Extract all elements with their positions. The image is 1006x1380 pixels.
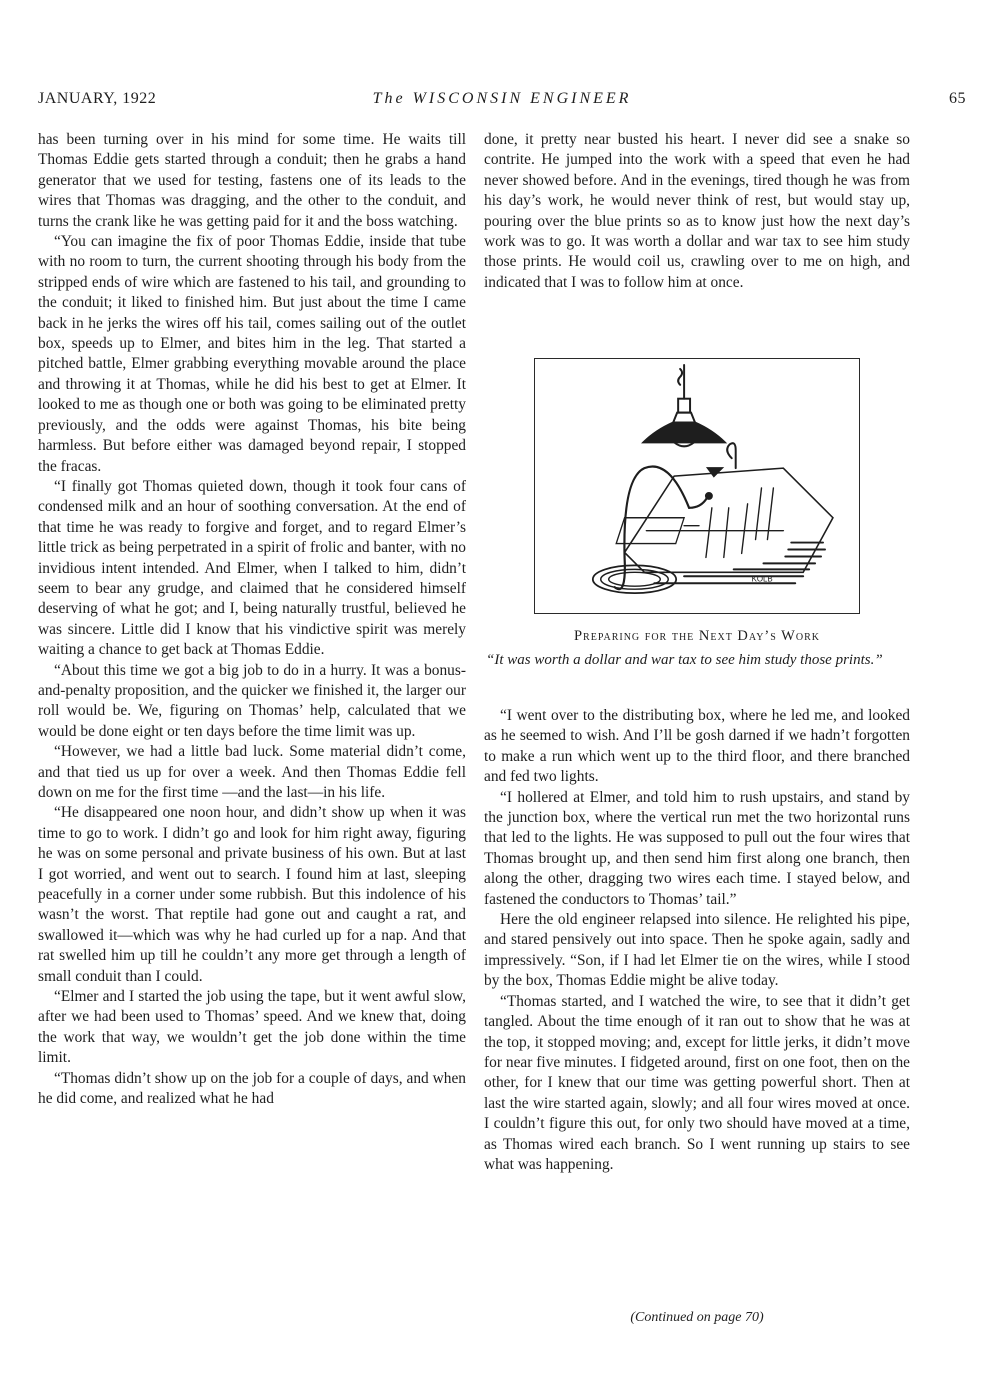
paragraph: “Thomas started, and I watched the wire, to see that it didn’t get tangled. About the time enough of it ran out to show that he was at the top, it stopped moving; and, except for little jerks, it didn’t move for near five minutes. I fidgeted around, first on one foot, then on the other, for I knew that our time was getting powerful short. Then at last the wire started again, slowly; and all four wires moved at once. I couldn’t figure this out, for only two should have moved at a time, as Thomas wired each branch. So I went running up stairs to see what was happening. — [484, 992, 910, 1173]
paragraph: “He disappeared one noon hour, and didn’t show up when it was time to go to work. I didn’t go and look for him right away, figuring he was on some personal and private business of his own. But at last I got worried, and went out to search. I found him at last, sleeping peacefully in a corner under some rubbish. But this indolence of his wasn’t the worst. That reptile had gone out and caught a rat, and swallowed it—which was why he had curled up for a nap. And that rat swelled him up till he couldn’t any more get through a length of small conduit than I could. — [38, 804, 466, 985]
paragraph: Here the old engineer relapsed into silence. He relighted his pipe, and stared pensively out into space. Then he spoke again, sadly and impressively. “Son, if I had let Elmer tie on the wires, while I stood by the box, Thomas Eddie might be alive today. — [484, 911, 910, 990]
figure-caption-title: Preparing for the Next Day’s Work — [573, 628, 820, 644]
right-column-top — [484, 130, 910, 293]
lamp-socket — [678, 399, 690, 413]
paragraph: “Elmer and I started the job using the tape, but it went awful slow, after we had been used to Thomas’ speed. And we knew that, doing the work that way, we wouldn’t get the job done within the time limit. — [38, 988, 466, 1067]
paragraph: done, it pretty near busted his heart. I never did see a snake so contrite. He jumped into the work with a speed that even he had never showed before. And in the evenings, tired though he was from his day’s work, he would never think of rest, but would stay up, pouring over the blue prints so as to know just how the next day’s work was to go. It was worth a dollar and war tax to see him study those prints. He would coil us, crawling over to me on high, and indicated that I was to follow him at once. — [484, 131, 910, 291]
page-number: 65 — [949, 90, 966, 107]
paragraph: “I went over to the distributing box, where he led me, and looked as he seemed to wish. And I’ll be gosh darned if we hadn’t forgotten to make a run which went up to the third floor, and there branched and fed two lights. — [484, 707, 910, 786]
wire-hook — [727, 443, 736, 468]
paragraph: “I finally got Thomas quieted down, though it took four cans of condensed milk and an hour of soothing conversation. At the end of that time he was ready to forgive and forget, and to regard Elmer’s little trick as being perpetrated in a spirit of frolic and banter, with no invidious intent intended. And Elmer, when I talked to him, didn’t seem to bear any grudge, and claimed that he considered himself deserving of what he got; and I, being naturally trustful, believed he was sincere. Little did I know that his vindictive spirit was merely waiting a chance to get back at Thomas Eddie. — [38, 477, 466, 659]
issue-date: JANUARY, 1922 — [38, 90, 157, 107]
paragraph: “About this time we got a big job to do in a hurry. It was a bonus-and-penalty proposition, and the quicker we finished it, the larger our roll would be. We, figuring on Thomas’ help, calculated that we would be done eight or ten days before the time limit was up. — [38, 661, 466, 740]
right-column-bottom — [484, 706, 910, 1175]
continuation-note: (Continued on page 70) — [630, 1310, 764, 1325]
paragraph: has been turning over in his mind for some time. He waits till Thomas Eddie gets started through a conduit; then he grabs a hand generator that we used for testing, fastens one of its leads to the wires that Thomas was dragging, and the other to the conduit, and turns the crank like he was getting paid for it and the boss watching. — [38, 131, 466, 230]
cord-twist — [678, 369, 682, 385]
snake-studying-prints-illustration — [535, 359, 859, 613]
paragraph: “You can imagine the fix of poor Thomas Eddie, inside that tube with no room to turn, the current shooting through his body from the stripped ends of wire which are fastened to his tail, and grounding to the conduit; it liked to finished him. But just about the time I came back in he jerks the wires off his tail, comes sailing out of the outlet box, speeds up to Elmer, and bites him in the leg. That started a pitched battle, Elmer grabbing everything movable around the place and throwing it at Thomas, while he did his best to get at Elmer. It looked to me as though one or both was going to be eliminated pretty previously, and the odds were against Thomas, his bite being harmless. But before either was damaged beyond repair, I stopped the fracas. — [38, 233, 466, 475]
paragraph: “I hollered at Elmer, and told him to rush upstairs, and stand by the junction box, where the vertical run met the two horizontal runs that led to the lights. He was supposed to pull out the four wires that Thomas brought up, and then send him first along one branch, then along the other, dragging two wires each time. I stayed below, and fastened the conductors to Thomas’ tail.” — [484, 788, 910, 908]
page-header — [38, 90, 966, 114]
lamp-neck — [673, 413, 695, 423]
journal-title: The WISCONSIN ENGINEER — [372, 90, 632, 107]
figure-caption-quote: “It was worth a dollar and war tax to see him study those prints.” — [486, 652, 883, 668]
artist-signature: KOLB — [751, 574, 773, 584]
illustration-frame — [534, 358, 860, 614]
left-column — [38, 130, 466, 1110]
lamp-shade — [643, 423, 724, 443]
paragraph: “Thomas didn’t show up on the job for a couple of days, and when he did come, and realized what he had — [38, 1069, 466, 1108]
paragraph: “However, we had a little bad luck. Some material didn’t come, and that tied us up for over a week. And then Thomas Eddie fell down on me for the first time —and the last—in his life. — [38, 743, 466, 801]
snake-head — [706, 493, 712, 499]
